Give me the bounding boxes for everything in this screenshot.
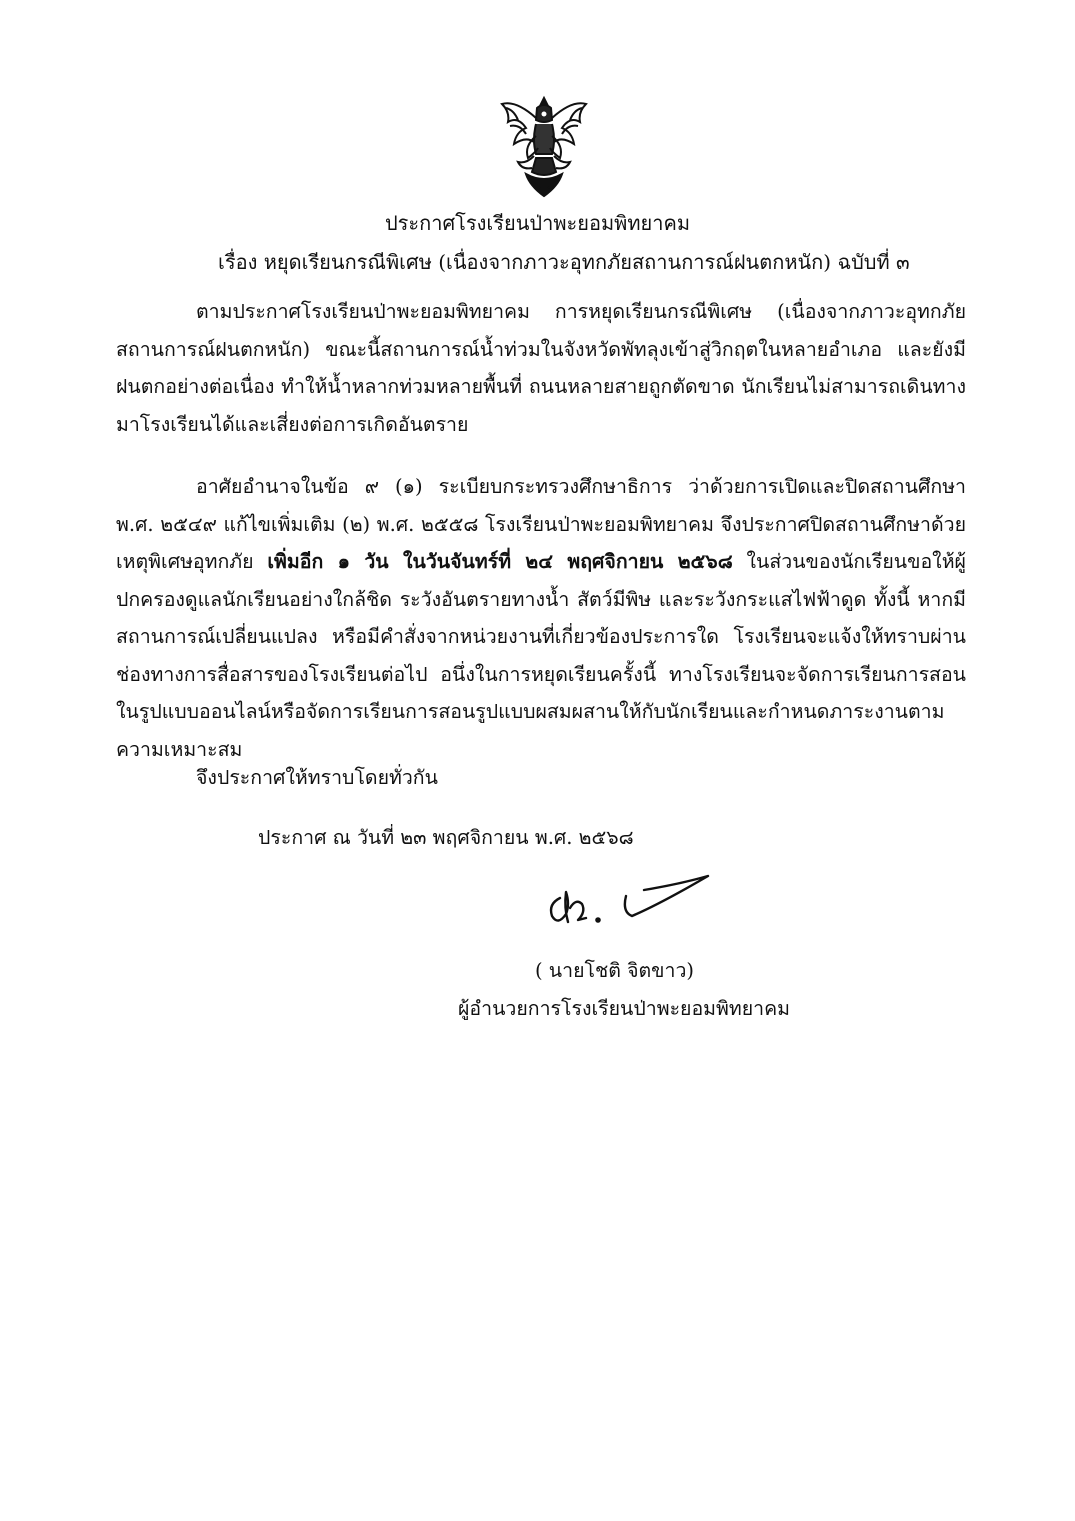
garuda-emblem-icon: [496, 92, 592, 200]
announcement-date: ประกาศ ณ วันที่ ๒๓ พฤศจิกายน พ.ศ. ๒๕๖๘: [258, 826, 634, 849]
paragraph-2-text-b: ในส่วนของนักเรียนขอให้ผู้ปกครองดูแลนักเรียนอย่างใกล้ชิด ระวังอันตรายทางน้ำ สัตว์มีพิษ และระวังกระแสไฟฟ้าดูด ทั้งนี้ หากมีสถานการณ์เปลี่ยนแปลง หรือมีคำสั่งจากหน่วยงานที่เกี่ยวข้องประการใด โรงเรียนจะแจ้งให้ทราบผ่านช่องทางการสื่อสารของโรงเรียนต่อไป อนึ่งในการหยุดเรียนครั้งนี้ ทางโรงเรียนจะจัดการเรียนการสอนในรูปแบบออนไลน์หรือจัดการเรียนการสอนรูปแบบผสมผสานให้กับนักเรียนและกำหนดภาระงานตามความเหมาะสม: [116, 550, 966, 761]
signer-name: ( นายโชติ จิตขาว): [535, 959, 695, 982]
closing-statement: จึงประกาศให้ทราบโดยทั่วกัน: [196, 766, 438, 789]
closure-date-highlight: เพิ่มอีก ๑ วัน ในวันจันทร์ที่ ๒๔ พฤศจิกายน ๒๕๖๘: [267, 550, 733, 573]
handwritten-signature-icon: [540, 868, 715, 938]
body-paragraph-1: [116, 293, 966, 443]
paragraph-2-text-a: อาศัยอำนาจในข้อ ๙ (๑) ระเบียบกระทรวงศึกษาธิการ ว่าด้วยการเปิดและปิดสถานศึกษา พ.ศ. ๒๕๔๙ แก้ไขเพิ่มเติม (๒) พ.ศ. ๒๕๕๘ โรงเรียนป่าพะยอมพิทยาคม จึงประกาศปิดสถานศึกษาด้วยเหตุพิเศษอุทกภัย: [116, 475, 966, 573]
paragraph-1-text: ตามประกาศโรงเรียนป่าพะยอมพิทยาคม การหยุดเรียนกรณีพิเศษ (เนื่องจากภาวะอุทกภัยสถานการณ์ฝนตกหนัก) ขณะนี้สถานการณ์น้ำท่วมในจังหวัดพัทลุงเข้าสู่วิกฤตในหลายอำเภอ และยังมีฝนตกอย่างต่อเนื่อง ทำให้น้ำหลากท่วมหลายพื้นที่ ถนนหลายสายถูกตัดขาด นักเรียนไม่สามารถเดินทางมาโรงเรียนได้และเสี่ยงต่อการเกิดอันตราย: [116, 300, 966, 436]
body-paragraph-2: [116, 468, 966, 768]
signer-position: ผู้อำนวยการโรงเรียนป่าพะยอมพิทยาคม: [458, 997, 791, 1020]
announcement-subject: เรื่อง หยุดเรียนกรณีพิเศษ (เนื่องจากภาวะอุทกภัยสถานการณ์ฝนตกหนัก) ฉบับที่ ๓: [218, 250, 910, 274]
announcement-title: ประกาศโรงเรียนป่าพะยอมพิทยาคม: [384, 211, 691, 235]
